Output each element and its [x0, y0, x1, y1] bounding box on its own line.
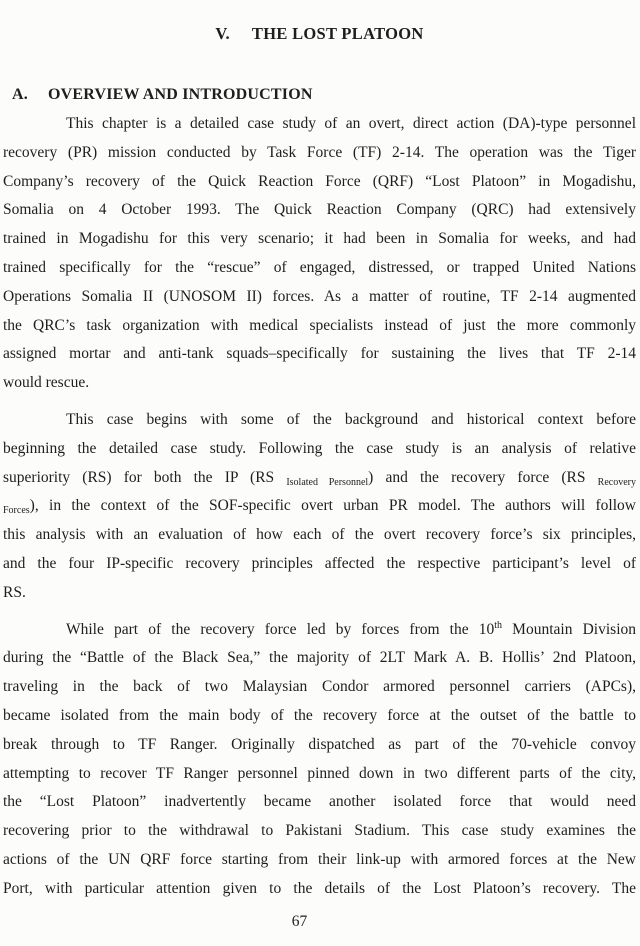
- text-line: recovering prior to the withdrawal to Pakistani Stadium. This case study examines the: [3, 822, 636, 840]
- text-line: traveling in the back of two Malaysian Condor armored personnel carriers (APCs),: [3, 678, 636, 696]
- text-line: actions of the UN QRF force starting from their link-up with armored forces at the New: [3, 850, 636, 868]
- paragraph: [3, 110, 636, 398]
- text-line: This case begins with some of the background and historical context before: [66, 410, 636, 428]
- text-line: Operations Somalia II (UNOSOM II) forces. As a matter of routine, TF 2-14 augmented: [3, 287, 636, 305]
- text-line: would rescue.: [3, 374, 90, 392]
- text-line: recovery (PR) mission conducted by Task Force (TF) 2-14. The operation was the Tiger: [3, 143, 636, 161]
- body-paragraphs: [3, 110, 636, 904]
- sub-text: Forces: [3, 505, 30, 517]
- chapter-title: [3, 23, 636, 44]
- section-label: A.: [12, 86, 28, 103]
- text-line: $_{Forces}$), in the context of the SOF-specific overt urban PR model. The authors will follow: [3, 497, 636, 517]
- text-line: this analysis with an evaluation of how each of the overt recovery force’s six principles,: [3, 526, 636, 544]
- chapter-number: V.: [215, 24, 230, 43]
- sup-text: th: [494, 619, 503, 631]
- text-line: This chapter is a detailed case study of an overt, direct action (DA)-type personnel: [66, 115, 636, 132]
- chapter-title-text: THE LOST PLATOON: [251, 24, 424, 43]
- page-number: 67: [291, 912, 308, 930]
- text-line: RS.: [3, 583, 26, 601]
- text-line: assigned mortar and anti-tank squads–specifically for sustaining the lives that TF 2-14: [3, 345, 636, 363]
- text-line: the “Lost Platoon” inadvertently became another isolated force that would need: [3, 793, 636, 811]
- sub-text: Isolated Personnel: [286, 476, 369, 488]
- text-line: break through to TF Ranger. Originally dispatched as part of the 70-vehicle convoy: [3, 735, 636, 753]
- text-line: Port, with particular attention given to the details of the Lost Platoon’s recovery. The: [3, 879, 636, 897]
- text-line: trained in Mogadishu for this very scenario; it had been in Somalia for weeks, and had: [3, 230, 636, 248]
- paragraph: [3, 616, 636, 904]
- text-line: Company’s recovery of the Quick Reaction Force (QRF) “Lost Platoon” in Mogadishu,: [3, 172, 636, 190]
- text-line: and the four IP-specific recovery principles affected the respective participant’s level of: [3, 554, 636, 572]
- section-heading-text: OVERVIEW AND INTRODUCTION: [48, 86, 313, 103]
- paragraph: [3, 406, 636, 608]
- text-line: superiority (RS) for both the IP (RS $_{Isolated Personnel}$) and the recovery force (RS $_{Recovery}$: [3, 468, 636, 488]
- text-line: Somalia on 4 October 1993. The Quick Reaction Company (QRC) had extensively: [3, 201, 636, 219]
- text-line: trained specifically for the “rescue” of engaged, distressed, or trapped United Nations: [3, 258, 636, 276]
- section-heading: [3, 85, 636, 105]
- text-line: attempting to recover TF Ranger personnel pinned down in two different parts of the city,: [3, 764, 636, 782]
- text-line: beginning the detailed case study. Following the case study is an analysis of relative: [3, 439, 636, 457]
- text-line: the QRC’s task organization with medical specialists instead of just the more commonly: [3, 316, 636, 334]
- sub-text: Recovery: [597, 476, 636, 488]
- text-line: While part of the recovery force led by forces from the 10th Mountain Division: [66, 619, 636, 638]
- text-line: during the “Battle of the Black Sea,” the majority of 2LT Mark A. B. Hollis’ 2nd Platoon,: [3, 649, 636, 667]
- text-line: became isolated from the main body of the recovery force at the outset of the battle to: [3, 706, 636, 724]
